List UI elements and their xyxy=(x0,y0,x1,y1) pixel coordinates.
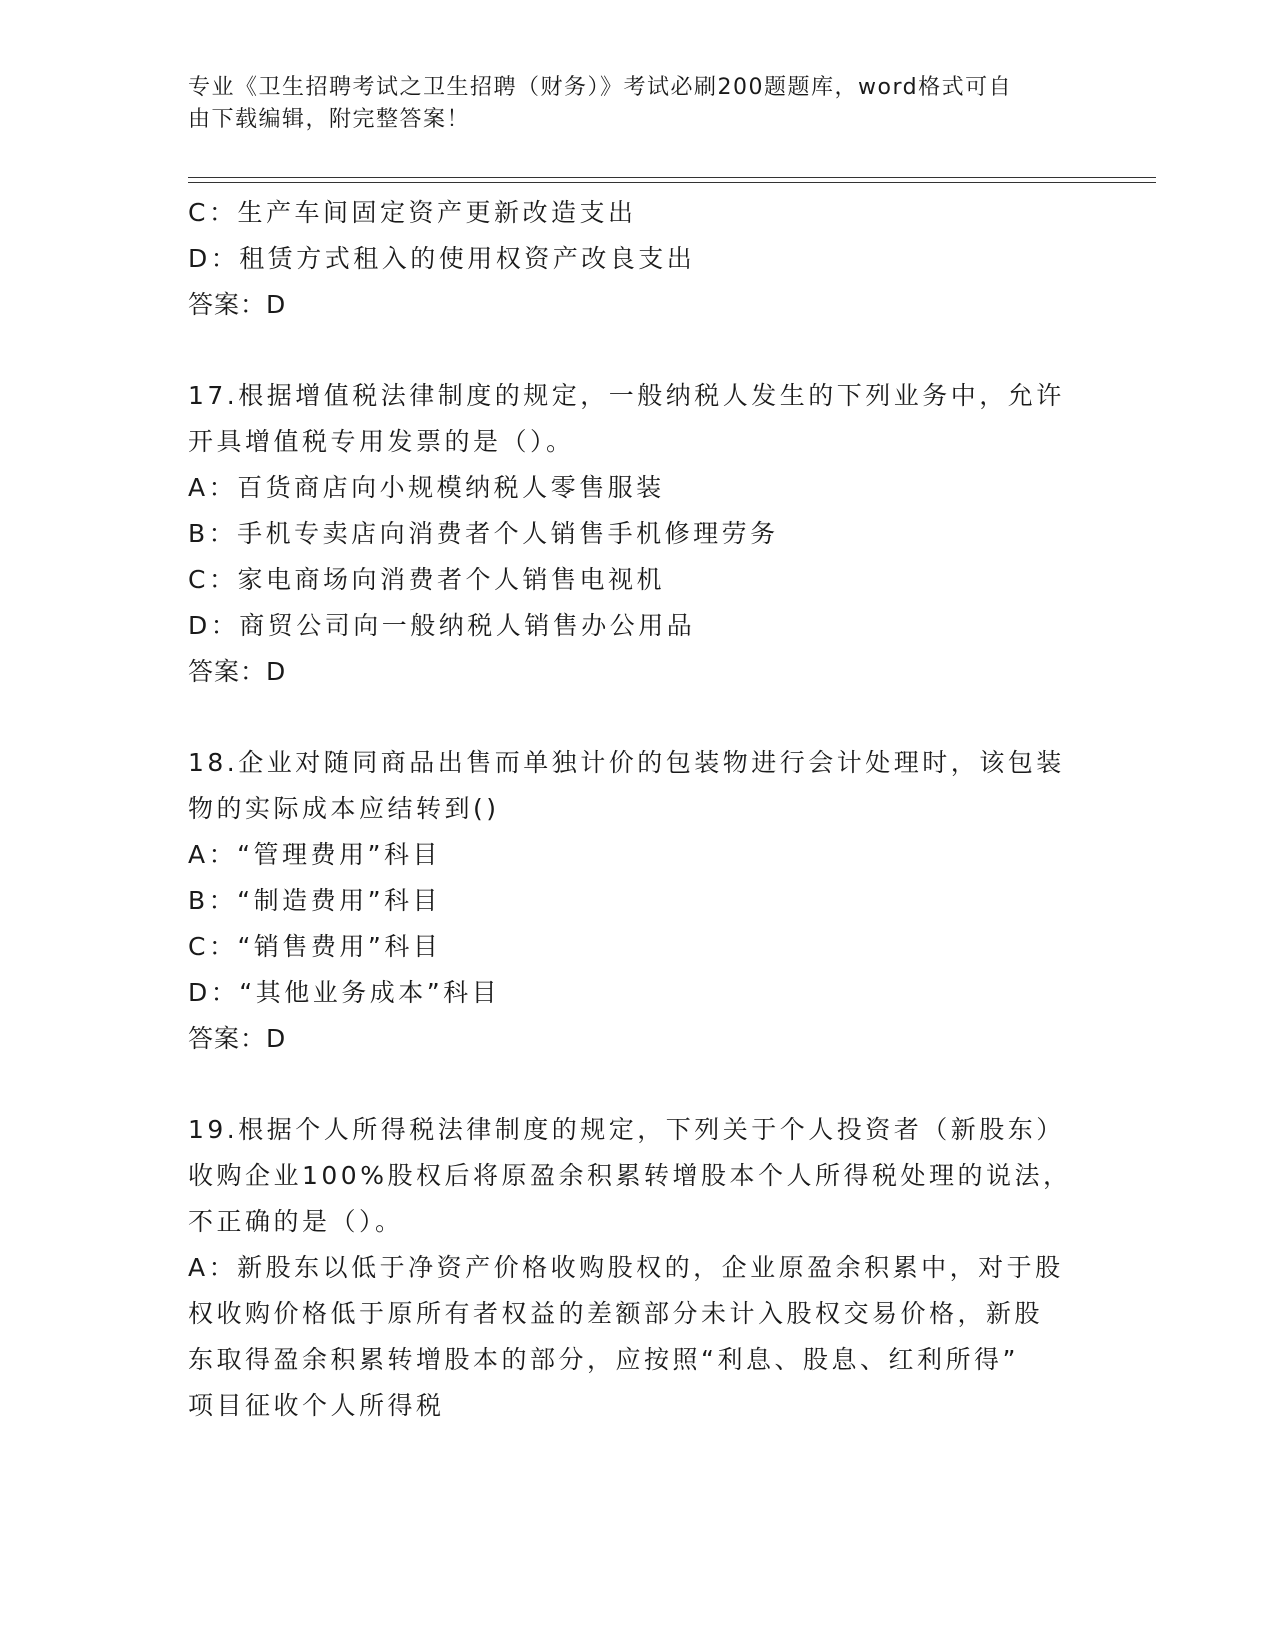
spacer xyxy=(188,695,1088,740)
question-17 xyxy=(188,373,1088,695)
q19-option-a-line-1: A：新股东以低于净资产价格收购股权的，企业原盈余积累中，对于股 xyxy=(188,1253,1064,1282)
q17-option-a: A：百货商店向小规模纳税人零售服装 xyxy=(188,473,665,502)
q17-answer: 答案：D xyxy=(188,657,287,686)
header-divider-top xyxy=(188,177,1156,178)
q19-stem-line-3: 不正确的是（）。 xyxy=(188,1207,404,1236)
question-16-tail xyxy=(188,190,1088,328)
q17-stem-line-1: 17.根据增值税法律制度的规定，一般纳税人发生的下列业务中，允许 xyxy=(188,381,1065,410)
document-body xyxy=(188,190,1088,1429)
q16-option-d: D：租赁方式租入的使用权资产改良支出 xyxy=(188,244,696,273)
q18-option-d: D：“其他业务成本”科目 xyxy=(188,978,501,1007)
header-divider-bottom xyxy=(188,182,1156,183)
q18-option-b: B：“制造费用”科目 xyxy=(188,886,442,915)
q19-option-a-line-3: 东取得盈余积累转增股本的部分，应按照“利息、股息、红利所得” xyxy=(188,1345,1019,1374)
q16-option-c: C：生产车间固定资产更新改造支出 xyxy=(188,198,637,227)
question-19 xyxy=(188,1107,1088,1429)
spacer xyxy=(188,1062,1088,1107)
q16-answer: 答案：D xyxy=(188,290,287,319)
question-18 xyxy=(188,740,1088,1062)
q18-stem-line-1: 18.企业对随同商品出售而单独计价的包装物进行会计处理时，该包装 xyxy=(188,748,1065,777)
q18-option-c: C：“销售费用”科目 xyxy=(188,932,442,961)
document-header xyxy=(188,72,1068,136)
q19-stem-line-2: 收购企业100%股权后将原盈余积累转增股本个人所得税处理的说法， xyxy=(188,1161,1072,1190)
q18-stem-line-2: 物的实际成本应结转到() xyxy=(188,794,500,823)
q19-option-a-line-4: 项目征收个人所得税 xyxy=(188,1391,445,1420)
q19-option-a-line-2: 权收购价格低于原所有者权益的差额部分未计入股权交易价格，新股 xyxy=(188,1299,1044,1328)
q17-option-c: C：家电商场向消费者个人销售电视机 xyxy=(188,565,665,594)
q18-answer: 答案：D xyxy=(188,1024,287,1053)
header-line-1: 专业《卫生招聘考试之卫生招聘（财务）》考试必刷200题题库，word格式可自 xyxy=(188,75,1013,100)
q17-option-b: B：手机专卖店向消费者个人销售手机修理劳务 xyxy=(188,519,779,548)
q17-option-d: D：商贸公司向一般纳税人销售办公用品 xyxy=(188,611,696,640)
q18-option-a: A：“管理费用”科目 xyxy=(188,840,442,869)
q17-stem-line-2: 开具增值税专用发票的是（）。 xyxy=(188,427,575,456)
q19-stem-line-1: 19.根据个人所得税法律制度的规定，下列关于个人投资者（新股东） xyxy=(188,1115,1065,1144)
header-line-2: 由下载编辑，附完整答案！ xyxy=(188,107,471,132)
spacer xyxy=(188,328,1088,373)
